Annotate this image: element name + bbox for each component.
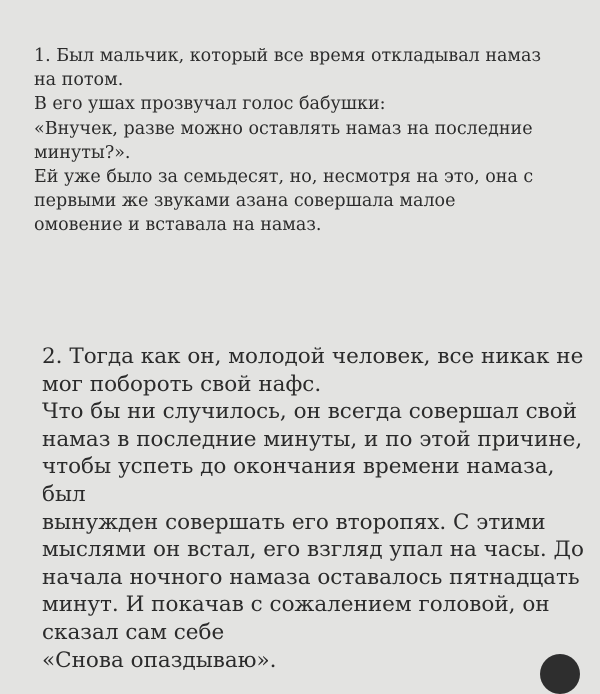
corner-circle-icon[interactable] xyxy=(540,654,580,694)
paragraph-1: 1. Был мальчик, который все время откладывал намаз на потом. В его ушах прозвучал голос бабушки: «Внучек, разве можно оставлять намаз на последние минуты?». Ей уже было за семьдесят, но, несмотря на это, она с первыми же звуками азана совершала малое омовение и вставала на намаз. xyxy=(34,46,542,236)
paragraph-2: 2. Тогда как он, молодой человек, все никак не мог побороть свой нафс. Что бы ни случилось, он всегда совершал свой намаз в последние минуты, и по этой причине, чтобы успеть до окончания времени намаза, был вынужден совершать его второпях. С этими мыслями он встал, его взгляд упал на часы. До начала ночного намаза оставалось пятнадцать минут. И покачав с сожалением головой, он сказал сам себе «Снова опаздываю». xyxy=(42,344,584,673)
